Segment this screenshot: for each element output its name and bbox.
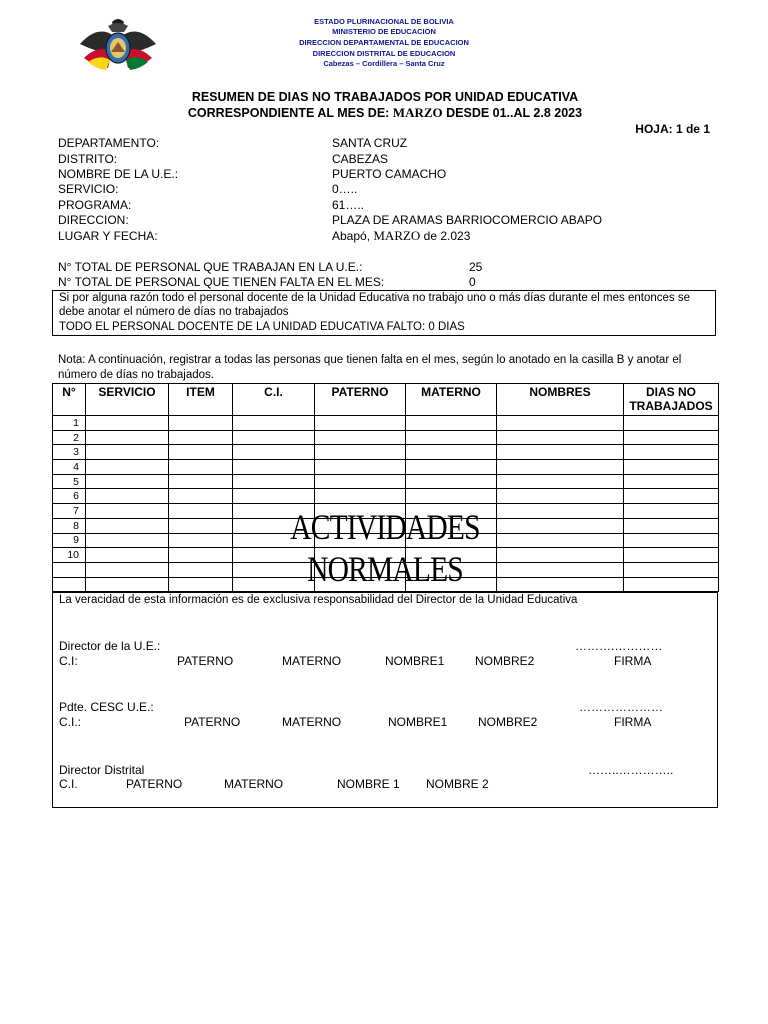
pdte-cesc-ci: C.I.: — [59, 715, 82, 729]
signature-box — [52, 592, 718, 808]
director-distrital-nombre1: NOMBRE 1 — [337, 777, 400, 791]
row-number-cell: 8 — [53, 518, 86, 533]
document-title: RESUMEN DE DIAS NO TRABAJADOS POR UNIDAD EDUCATIVA — [191, 90, 579, 104]
table-cell — [624, 445, 719, 460]
pdte-cesc-materno: MATERNO — [282, 715, 342, 729]
table-cell — [624, 533, 719, 548]
table-cell — [169, 474, 233, 489]
value-programa: 61….. — [332, 198, 365, 212]
table-cell — [86, 445, 169, 460]
notice-line-3: TODO EL PERSONAL DOCENTE DE LA UNIDAD EDUCATIVA FALTO: 0 DIAS — [59, 321, 465, 333]
table-cell — [86, 518, 169, 533]
table-cell — [624, 489, 719, 504]
table-row — [53, 416, 719, 431]
col-header-servicio: SERVICIO — [86, 384, 169, 416]
table-cell — [315, 430, 406, 445]
director-ue-ci: C.I: — [59, 654, 78, 668]
table-cell — [233, 460, 315, 475]
notice-box — [52, 290, 716, 336]
row-number-cell: 10 — [53, 548, 86, 563]
table-row — [53, 489, 719, 504]
director-distrital-title: Director Distrital — [59, 763, 145, 777]
table-cell — [169, 445, 233, 460]
label-servicio: SERVICIO: — [58, 182, 119, 196]
table-cell — [86, 504, 169, 519]
director-distrital-signature-line: ……..………….. — [588, 763, 674, 777]
notice-line-1: Si por alguna razón todo el personal docente de la Unidad Educativa no trabajo uno o más días durante el mes entonces se — [59, 292, 690, 304]
director-distrital-ci: C.I. — [59, 777, 78, 791]
row-number-cell: 5 — [53, 474, 86, 489]
director-ue-nombre1: NOMBRE1 — [385, 654, 445, 668]
label-direccion: DIRECCION: — [58, 213, 129, 227]
pdte-cesc-signature-line: ………………… — [579, 700, 663, 714]
director-ue-materno: MATERNO — [282, 654, 342, 668]
table-cell — [233, 430, 315, 445]
notice-line-2: debe anotar el número de días no trabajados — [59, 306, 289, 318]
row-number-cell: 6 — [53, 489, 86, 504]
table-cell — [86, 460, 169, 475]
table-cell — [169, 460, 233, 475]
header-ministry: MINISTERIO DE EDUCACION — [332, 27, 436, 36]
col-header-item: ITEM — [169, 384, 233, 416]
table-cell — [315, 474, 406, 489]
table-cell — [169, 430, 233, 445]
table-cell — [406, 474, 497, 489]
col-header-ci: C.I. — [233, 384, 315, 416]
table-cell — [169, 562, 233, 577]
label-nombre-ue: NOMBRE DE LA U.E.: — [58, 167, 179, 181]
table-cell — [169, 548, 233, 563]
table-cell — [233, 416, 315, 431]
table-cell — [86, 430, 169, 445]
table-cell — [497, 474, 624, 489]
row-number-cell: 9 — [53, 533, 86, 548]
table-cell — [86, 562, 169, 577]
table-cell — [315, 416, 406, 431]
header-location: Cabezas – Cordillera – Santa Cruz — [323, 59, 445, 68]
value-total-trabajan: 25 — [469, 260, 483, 274]
row-number-cell: 4 — [53, 460, 86, 475]
director-distrital-nombre2: NOMBRE 2 — [426, 777, 489, 791]
veracidad-statement: La veracidad de esta información es de exclusiva responsabilidad del Director de la Unidad Educativa — [59, 594, 578, 606]
table-cell — [315, 489, 406, 504]
value-servicio: 0….. — [332, 182, 358, 196]
director-ue-nombre2: NOMBRE2 — [475, 654, 535, 668]
director-ue-title: Director de la U.E.: — [59, 639, 161, 653]
table-cell — [624, 562, 719, 577]
row-number-cell: 7 — [53, 504, 86, 519]
value-nombre-ue: PUERTO CAMACHO — [332, 167, 447, 181]
coat-of-arms-emblem — [78, 14, 158, 74]
col-header-numero: N° — [53, 384, 86, 416]
col-header-paterno: PATERNO — [315, 384, 406, 416]
nota-line-2: número de días no trabajados. — [58, 369, 214, 381]
value-direccion: PLAZA DE ARAMAS BARRIOCOMERCIO ABAPO — [332, 213, 603, 227]
table-cell — [233, 474, 315, 489]
table-cell — [406, 489, 497, 504]
table-row — [53, 474, 719, 489]
table-cell — [497, 416, 624, 431]
table-cell — [169, 416, 233, 431]
table-cell — [406, 460, 497, 475]
value-departamento: SANTA CRUZ — [332, 136, 408, 150]
table-row — [53, 430, 719, 445]
value-distrito: CABEZAS — [332, 152, 389, 166]
value-lugar-fecha: Abapó, MARZO de 2.023 — [332, 228, 471, 243]
table-row — [53, 460, 719, 475]
table-cell — [406, 445, 497, 460]
director-distrital-paterno: PATERNO — [126, 777, 183, 791]
table-cell — [86, 577, 169, 592]
director-ue-signature-line: ……….………… — [575, 639, 663, 653]
table-cell — [624, 518, 719, 533]
table-cell — [497, 460, 624, 475]
pdte-cesc-nombre2: NOMBRE2 — [478, 715, 538, 729]
col-header-dias-no-trabajados: DIAS NO TRABAJADOS — [624, 384, 719, 416]
table-cell — [315, 445, 406, 460]
label-total-falta: N° TOTAL DE PERSONAL QUE TIENEN FALTA EN EL MES: — [58, 275, 385, 289]
table-cell — [497, 489, 624, 504]
table-cell — [86, 548, 169, 563]
label-lugar-fecha: LUGAR Y FECHA: — [58, 229, 158, 243]
table-cell — [624, 416, 719, 431]
table-cell — [406, 430, 497, 445]
page-counter: HOJA: 1 de 1 — [635, 122, 710, 136]
table-cell — [233, 489, 315, 504]
table-cell — [497, 445, 624, 460]
header-dept-direction: DIRECCION DEPARTAMENTAL DE EDUCACION — [299, 38, 469, 47]
nota-line-1: Nota: A continuación, registrar a todas las personas que tienen falta en el mes, según lo anotado en la casilla B y anotar el — [58, 354, 682, 366]
table-header-row — [53, 384, 719, 416]
table-cell — [86, 489, 169, 504]
table-cell — [169, 577, 233, 592]
table-cell — [624, 548, 719, 563]
pdte-cesc-title: Pdte. CESC U.E.: — [59, 700, 154, 714]
table-cell — [315, 460, 406, 475]
row-number-cell: 2 — [53, 430, 86, 445]
table-cell — [169, 533, 233, 548]
label-programa: PROGRAMA: — [58, 198, 132, 212]
table-cell — [86, 416, 169, 431]
value-total-falta: 0 — [469, 275, 476, 289]
watermark-actividades-normales: ACTIVIDADES NORMALES — [290, 507, 480, 589]
label-total-trabajan: N° TOTAL DE PERSONAL QUE TRABAJAN EN LA U.E.: — [58, 260, 363, 274]
table-row — [53, 445, 719, 460]
director-ue-paterno: PATERNO — [177, 654, 234, 668]
table-cell — [624, 460, 719, 475]
pdte-cesc-firma: FIRMA — [614, 715, 652, 729]
row-number-cell: 3 — [53, 445, 86, 460]
director-distrital-materno: MATERNO — [224, 777, 284, 791]
row-number-cell: 1 — [53, 416, 86, 431]
header-district-direction: DIRECCION DISTRITAL DE EDUCACION — [312, 49, 456, 58]
header-state: ESTADO PLURINACIONAL DE BOLIVIA — [314, 17, 454, 26]
table-cell — [497, 430, 624, 445]
table-cell — [169, 518, 233, 533]
pdte-cesc-nombre1: NOMBRE1 — [388, 715, 448, 729]
table-cell — [233, 445, 315, 460]
col-header-nombres: NOMBRES — [497, 384, 624, 416]
label-distrito: DISTRITO: — [58, 152, 118, 166]
table-cell — [86, 474, 169, 489]
table-cell — [624, 504, 719, 519]
row-number-cell — [53, 562, 86, 577]
table-cell — [86, 533, 169, 548]
table-cell — [169, 504, 233, 519]
col-header-materno: MATERNO — [406, 384, 497, 416]
row-number-cell — [53, 577, 86, 592]
director-ue-firma: FIRMA — [614, 654, 652, 668]
label-departamento: DEPARTAMENTO: — [58, 136, 160, 150]
pdte-cesc-paterno: PATERNO — [184, 715, 241, 729]
table-cell — [624, 577, 719, 592]
table-cell — [624, 474, 719, 489]
table-cell — [624, 430, 719, 445]
table-cell — [406, 416, 497, 431]
document-subtitle: CORRESPONDIENTE AL MES DE: MARZO DESDE 01..AL 2.8 2023 — [187, 105, 583, 120]
table-cell — [169, 489, 233, 504]
